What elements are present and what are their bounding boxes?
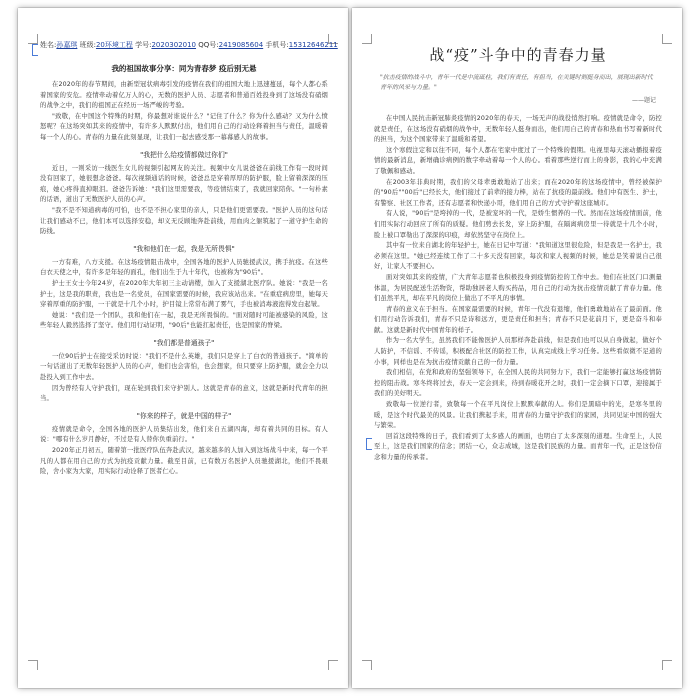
section-heading: "我们都是普通孩子" — [153, 338, 215, 347]
document-page-right — [352, 8, 682, 688]
section-heading: "我和他们在一起，我是无所畏惧" — [133, 244, 235, 253]
corner-mark — [362, 34, 372, 44]
paragraph: 她说："我们是一个团队，我和他们在一起，我是无所畏惧的。"面对随时可能被感染的风险，这些年轻人毅然选择了坚守。他们用行动证明，"90后"也能扛起责任，也是国家的脊梁。 — [40, 311, 328, 330]
paragraph: 我们相信，在党和政府的坚强领导下，在全国人民的共同努力下，我们一定能够打赢这场疫情防控的阻击战。寒冬终将过去，春天一定会到来，待到春暖花开之时，我们一定会摘下口罩，迎接属于我们的美好明天。 — [374, 369, 662, 398]
paragraph: 致敬每一位逆行者，致敬每一个在平凡岗位上默默奉献的人。你们是黑暗中的光，是寒冬里的暖，是这个时代最美的风景。让我们携起手来，用青春的力量守护我们的家园，共同见证中国的强大与繁荣。 — [374, 401, 662, 430]
name-label: 姓名: — [40, 41, 57, 49]
corner-mark — [662, 660, 672, 670]
class-value: 20环境工程 — [95, 41, 133, 49]
left-page-content[interactable] — [40, 40, 338, 674]
document-page-left — [18, 8, 348, 688]
paragraph: 面对突如其来的疫情，广大青年志愿者也积极投身到疫情防控的工作中去。他们在社区门口测量体温，为居民配送生活物资，帮助独居老人购买药品，用自己的行动为抗击疫情贡献了青春力量。他们虽然平凡，却在平凡的岗位上做出了不平凡的事情。 — [374, 273, 662, 303]
paragraph: 护士王女士今年24岁，在2020年大年初三主动请缨，加入了支援湖北医疗队。她说："我是一名护士，这是我的职责，我也是一名党员，在国家需要的时候，我应该站出来。"在重症病房里，她每天穿着厚重的防护服，一干就是十几个小时，护目镜上常常布满了雾气，手也被消毒液泡得发白起皱。 — [40, 279, 328, 309]
phone-value: 15312646211 — [288, 41, 338, 49]
corner-mark — [28, 34, 38, 44]
text-cursor-marker — [366, 438, 372, 450]
paragraph: 这个寒假注定和以往不同，每个人都在宅家中度过了一个特殊的假期。电视里每天滚动播报着疫情的最新消息，新增确诊病例的数字牵动着每一个人的心。看着那些逆行而上的身影，我的心中充满了敬佩和感动。 — [374, 146, 662, 175]
paragraph: 一方有难，八方支援。在这场疫情阻击战中，全国各地的医护人员驰援武汉，携手抗疫。在这些白衣天使之中，有许多是年轻的面孔，他们出生于九十年代，也被称为"90后"。 — [40, 258, 328, 277]
essay-title: 战“疫”斗争中的青春力量 — [429, 46, 607, 64]
student-id-label: 学号: — [132, 41, 152, 49]
qq-label: QQ号: — [196, 41, 219, 49]
phone-label: 手机号: — [263, 41, 289, 49]
student-info-line — [40, 40, 338, 51]
paragraph: 2020年正月初五，随着第一批医疗队伍奔赴武汉，越来越多的人加入到这场战斗中来，每一个平凡的人都在用自己的方式为抗疫贡献力量。截至目前，已有数万名医护人员驰援湖北，他们不畏艰险，舍小家为大家，用实际行动诠释了医者仁心。 — [40, 447, 328, 476]
name-value: 孙嘉琪 — [56, 41, 78, 49]
paragraph: 在中国人民抗击新冠肺炎疫情的2020年的春天，一场无声的战役悄然打响。疫情就是命令，防控就是责任，在这场没有硝烟的战争中，无数年轻人挺身而出，他们用自己的青春和热血书写着新时代的担当，为这个国家带来了温暖和希望。 — [374, 115, 662, 144]
student-id-value: 2020302010 — [151, 41, 197, 49]
paragraph: 在2020年的春节期间，由新型冠状病毒引发的疫情在我们的祖国大地上迅速蔓延，每个人都心系着国家的安危。疫情牵动着亿万人的心，无数的医护人员、志愿者和普通百姓投身到了这场没有硝烟的战争之中，我们的祖国正在经历一场严峻的考验。 — [40, 81, 328, 110]
text-cursor-marker — [32, 44, 38, 56]
paragraph: 其中有一位来自湖北的年轻护士，她在日记中写道："我知道这里很危险，但是我是一名护士，我必须在这里。"她已经连续工作了二十多天没有回家，每次和家人视频的时候，她总是笑着说自己很好，让家人不要担心。 — [374, 242, 662, 271]
qq-value: 2419085604 — [218, 41, 264, 49]
paragraph: 青春的意义在于担当。在国家最需要的时候，青年一代没有退缩，他们勇敢地站在了最前面。他们用行动告诉我们，青春不只是诗和远方，更是责任和担当；青春不只是花前月下，更是奋斗和奉献。这就是新时代中国青年的样子。 — [374, 305, 662, 334]
section-heading: "你来的样子，就是中国的样子" — [136, 411, 232, 420]
corner-mark — [362, 660, 372, 670]
epigraph-author: ——题记 — [631, 97, 656, 104]
right-page-content[interactable] — [374, 40, 662, 674]
section-heading: "我把什么给疫情都做过你们" — [140, 150, 228, 159]
paragraph: 作为一名大学生，虽然我们不能像医护人员那样奔赴前线，但是我们也可以从自身做起，做好个人防护，不信谣、不传谣，积极配合社区的防控工作，认真完成线上学习任务。这些看似微不足道的小事，同样也是在为抗击疫情贡献自己的一份力量。 — [374, 337, 662, 366]
paragraph: "致敬，在中国这个特殊的时期，你最想对谁说什么？"记住了什么？你为什么感动？又为什么愤怒呢？在这场突如其来的疫情中，有许多人默默付出，他们用自己的行动诠释着担当与责任，温暖着每一个人的心。青春的力量在此刻显现，让我们一起去感受那一幕幕感人的故事。 — [40, 112, 328, 141]
paragraph: 因为曾经有人守护我们，现在轮到我们来守护别人。这就是青春的意义，这就是新时代青年的担当。 — [40, 384, 328, 403]
paragraph: 一位90后护士在接受采访时说："我们不是什么英雄，我们只是穿上了白衣的普通孩子。"简单的一句话道出了无数年轻医护人员的心声，他们也会害怕，也会想家，但只要穿上防护服，就会全力以赴投入到工作中去。 — [40, 352, 328, 382]
class-label: 班级: — [77, 41, 96, 49]
paragraph: 有人说，"90后"是垮掉的一代，是被宠坏的一代，是娇生惯养的一代。然而在这场疫情面前，他们用实际行动回应了所有的质疑。他们剪去长发，穿上防护服，在隔离病房里一待就是十几个小时，脸上被口罩勒出了深深的印痕，却依然坚守在岗位上。 — [374, 210, 662, 239]
paragraph: 在2003年非典时期，我们的父母辈勇敢地站了出来；而在2020年的这场疫情中，曾经被保护的"90后""00后"已经长大，他们接过了前辈的接力棒，站在了抗疫的最前线。他们中有医生、护士，有警察、社区工作者，还有志愿者和快递小哥，他们用自己的方式守护着这座城市。 — [374, 178, 662, 207]
corner-mark — [28, 660, 38, 670]
paragraph: 近日，一则采访一线医生女儿的视频引起网友的关注。视频中女儿说爸爸在前线工作有一段时间没有回家了，她很想念爸爸。每次视频通话的时候，爸爸总是穿着厚厚的防护服，脸上留着深深的压痕，她心疼得直掉眼泪。爸爸告诉她："我们这里需要我，等疫情结束了，我就回家陪你。"一句朴素的话语，道出了无数医护人员的心声。 — [40, 164, 328, 204]
essay-title: 我的祖国故事分享：同为青春梦 疫后别无悬 — [111, 64, 257, 73]
paragraph: 回首这段特殊的日子，我们看到了太多感人的画面，也明白了太多深刻的道理。生命至上，人民至上，这是我们国家的信念；团结一心，众志成城，这是我们民族的力量。而青年一代，正是这份信念和力量的传承者。 — [374, 432, 662, 461]
paragraph: "我不是不知道病毒的可怕，也不是不担心家里的亲人，只是他们更需要我。"医护人员的这句话让我们感动不已，他们本可以选择安稳，却义无反顾地奔赴前线，用血肉之躯筑起了一道守护生命的防线。 — [40, 206, 328, 236]
epigraph-quote: "抗击疫情的战斗中，青年一代是中流砥柱，我们有责任，有担当，在关键时刻挺身而出，展现出新时代青年的风采与力量。" — [380, 74, 653, 91]
corner-mark — [328, 660, 338, 670]
corner-mark — [662, 34, 672, 44]
paragraph: 疫情就是命令，全国各地的医护人员集结出发，他们来自五湖四海，却有着共同的目标。有人说："哪有什么岁月静好，不过是有人替你负重前行。" — [40, 425, 328, 444]
